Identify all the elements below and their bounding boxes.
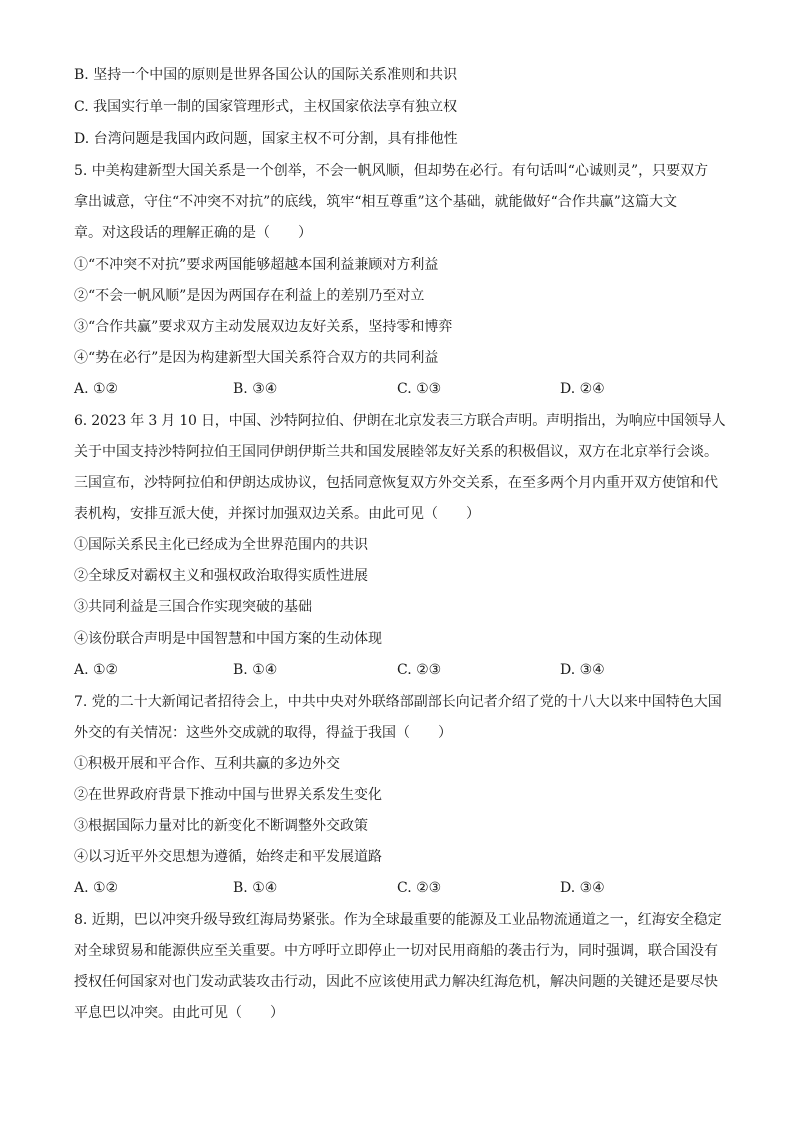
- q8-stem-line-3: 授权任何国家对也门发动武装攻击行动，因此不应该使用武力解决红海危机，解决问题的关键还是要尽快: [74, 974, 718, 990]
- q7-choice-a: A. ①②: [74, 880, 119, 896]
- q7-choice-b: B. ①④: [233, 880, 278, 896]
- q8-stem-line-1: 8. 近期，巴以冲突升级导致红海局势紧张。作为全球最重要的能源及工业品物流通道之一，红海安全稳定: [74, 912, 722, 928]
- q5-statement-2: ②“不会一帆风顺”是因为两国存在利益上的差别乃至对立: [74, 288, 425, 304]
- q4-option-b: B. 坚持一个中国的原则是世界各国公认的国际关系准则和共识: [74, 67, 458, 83]
- q4-option-d: D. 台湾问题是我国内政问题，国家主权不可分割，具有排他性: [74, 131, 458, 147]
- q6-choice-a: A. ①②: [74, 662, 119, 678]
- q5-stem-line-1: 5. 中美构建新型大国关系是一个创举，不会一帆风顺，但却势在必行。有句话叫“心诚则灵”，只要双方: [74, 163, 709, 179]
- q8-stem-line-2: 对全球贸易和能源供应至关重要。中方呼吁立即停止一切对民用商船的袭击行为，同时强调，联合国没有: [74, 943, 718, 959]
- q6-stem-line-1: 6. 2023 年 3 月 10 日，中国、沙特阿拉伯、伊朗在北京发表三方联合声明。声明指出，为响应中国领导人: [74, 413, 726, 429]
- q6-choice-d: D. ③④: [560, 662, 605, 678]
- q7-statement-2: ②在世界政府背景下推动中国与世界关系发生变化: [74, 787, 382, 803]
- q6-choice-b: B. ①④: [233, 662, 278, 678]
- q6-choice-c: C. ②③: [397, 662, 442, 678]
- q6-statement-2: ②全球反对霸权主义和强权政治取得实质性进展: [74, 568, 368, 584]
- q7-choice-c: C. ②③: [397, 880, 442, 896]
- q7-choice-d: D. ③④: [560, 880, 605, 896]
- q8-stem-line-4: 平息巴以冲突。由此可见（ ）: [74, 1005, 284, 1021]
- q5-statement-1: ①“不冲突不对抗”要求两国能够超越本国利益兼顾对方利益: [74, 257, 439, 273]
- q5-choice-b: B. ③④: [233, 381, 278, 397]
- q5-choice-a: A. ①②: [74, 381, 119, 397]
- q7-statement-3: ③根据国际力量对比的新变化不断调整外交政策: [74, 818, 368, 834]
- q7-stem-line-2: 外交的有关情况：这些外交成就的取得，得益于我国（ ）: [74, 725, 452, 741]
- q6-stem-line-3: 三国宣布，沙特阿拉伯和伊朗达成协议，包括同意恢复双方外交关系，在至多两个月内重开双方使馆和代: [74, 475, 718, 491]
- q5-choice-d: D. ②④: [560, 381, 605, 397]
- q7-statement-1: ①积极开展和平合作、互利共赢的多边外交: [74, 756, 340, 772]
- q7-stem-line-1: 7. 党的二十大新闻记者招待会上，中共中央对外联络部副部长向记者介绍了党的十八大以来中国特色大国: [74, 694, 722, 710]
- q6-statement-4: ④该份联合声明是中国智慧和中国方案的生动体现: [74, 631, 382, 647]
- q6-stem-line-2: 关于中国支持沙特阿拉伯王国同伊朗伊斯兰共和国发展睦邻友好关系的积极倡议，双方在北京举行会谈。: [74, 444, 718, 460]
- q6-statement-1: ①国际关系民主化已经成为全世界范围内的共识: [74, 537, 368, 553]
- q7-statement-4: ④以习近平外交思想为遵循，始终走和平发展道路: [74, 849, 382, 865]
- q5-statement-4: ④“势在必行”是因为构建新型大国关系符合双方的共同利益: [74, 350, 439, 366]
- q6-stem-line-4: 表机构，安排互派大使，并探讨加强双边关系。由此可见（ ）: [74, 506, 480, 522]
- q5-choice-c: C. ①③: [397, 381, 442, 397]
- q5-stem-line-2: 拿出诚意，守住“不冲突不对抗”的底线，筑牢“相互尊重”这个基础，就能做好“合作共赢”这篇大文: [74, 194, 677, 210]
- q6-statement-3: ③共同利益是三国合作实现突破的基础: [74, 599, 312, 615]
- q5-stem-line-3: 章。对这段话的理解正确的是（ ）: [74, 225, 312, 241]
- q5-statement-3: ③“合作共赢”要求双方主动发展双边友好关系，坚持零和博弈: [74, 319, 453, 335]
- q4-option-c: C. 我国实行单一制的国家管理形式，主权国家依法享有独立权: [74, 99, 458, 115]
